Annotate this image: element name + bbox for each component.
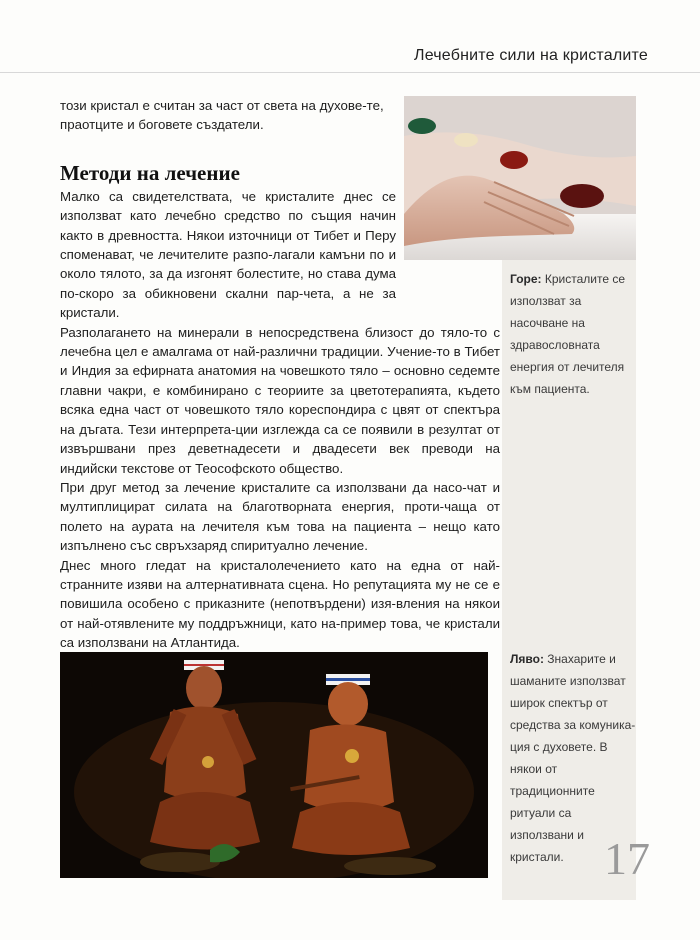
page-number: 17 (604, 833, 650, 884)
section-heading: Методи на лечение (60, 160, 240, 185)
running-title: Лечебните сили на кристалите (414, 47, 648, 64)
article-body (60, 96, 500, 653)
caption-top-text: Кристалите се използват за насочване на здравословната енергия от лечителя към пациента. (510, 272, 626, 396)
body-paragraph: При друг метод за лечение кристалите са използвани да насо-чат и мултиплицират силата на благотворната енергия, проти-чаща от полето на аурата на лечителя към това на пациента – нещо като изпълнено със свръхзаряд спиритуално лечение. (60, 479, 500, 554)
caption-left-text: Знахарите и шаманите използват широк спектър от средства за комуника-ция с духовете. В някои от традиционните ритуали са използвани и кристали. (510, 652, 636, 864)
body-paragraph: Днес много гледат на кристалолечението като на една от най-странните изяви на алтернативната сцена. Но репутацията му не се е повишила особено с приказните (непотвърдени) изя-вления на някои от най-отявлените му поддръжници, като на-пример това, че кристали са използвани на Атлантида. (60, 557, 500, 651)
caption-top (510, 268, 638, 400)
page-header (0, 0, 700, 80)
caption-top-label: Горе: (510, 272, 542, 286)
caption-left-label: Ляво: (510, 652, 544, 666)
shamans-photo (60, 652, 488, 878)
lede-paragraph: този кристал е считан за част от света на духове-те, праотците и боговете създатели. (60, 98, 384, 133)
body-paragraph: Разполагането на минерали в непосредствена близост до тяло-то с лечебна цел е амалгама от най-различни традиции. Учение-то в Тибет и Индия за ефирната анатомия на човешкото тяло – основно седемте главни чакри, е комбинирано с теориите за цветотерапията, където всяка една част от човешкото тяло кореспондира с цвят от спектъра на дъгата. Тези интерпрета-ции изглежда са се появили в резултат от извършвани през деветнадесети и двадесети век преводи на индийски текстове от Теософското общество. (60, 324, 500, 476)
header-divider (0, 72, 700, 73)
crystals-on-back-photo (404, 96, 636, 260)
body-paragraph: Малко са свидетелствата, че кристалите днес се използват като лечебно средство по същия начин както в древността. Някои източници от Тибет и Перу споменават, че лечителите разпо-лагали камъни по и около тялото, за да изгонят болестите, но става дума по-скоро за обикновени скални пар-чета, а не за кристали. (60, 188, 396, 321)
